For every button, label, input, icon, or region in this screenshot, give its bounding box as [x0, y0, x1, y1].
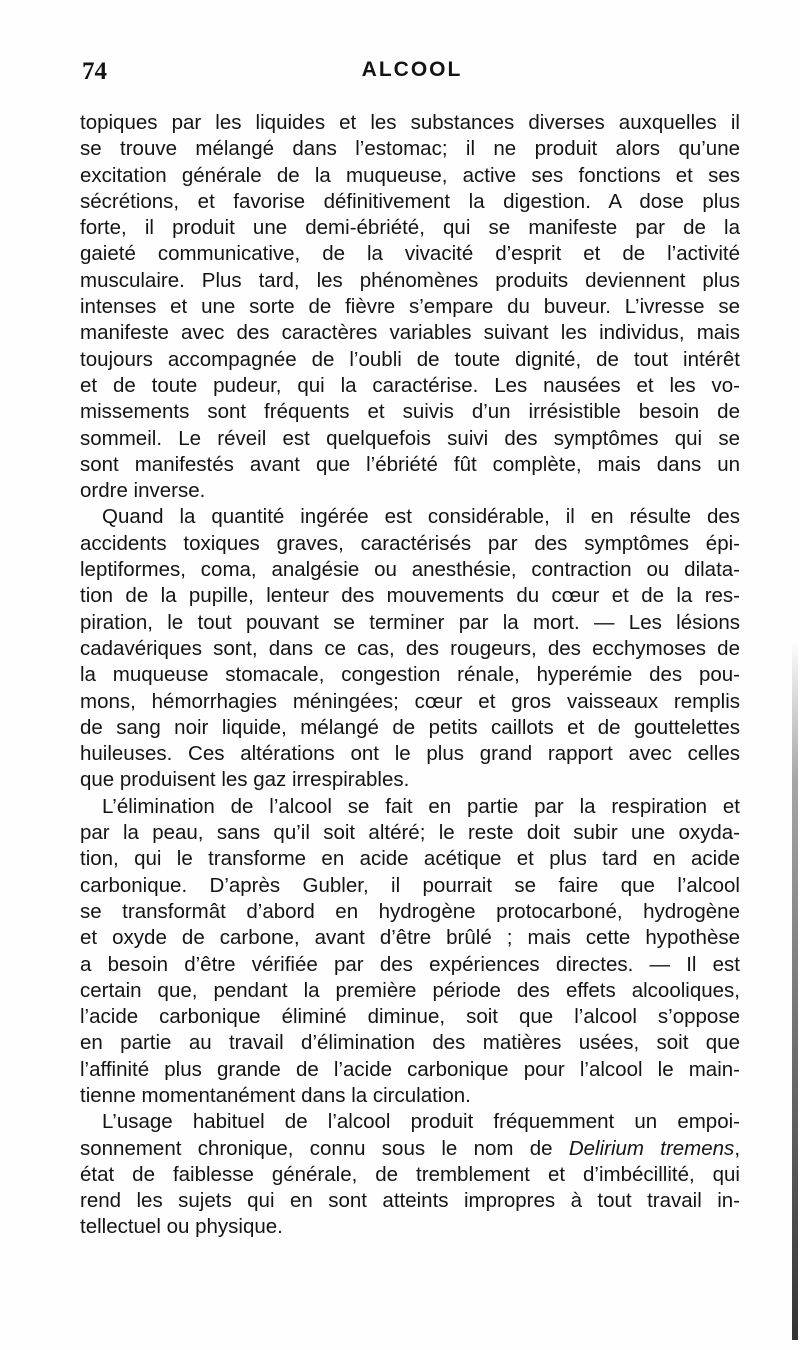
text-line: sécrétions, et favorise définitivement la digestion. A dose plus: [80, 189, 740, 213]
text-line: manifeste avec des caractères variables suivant les individus, mais: [80, 321, 740, 345]
text-line: et de toute pudeur, qui la caractérise. Les nausées et les vo-: [80, 373, 740, 397]
text-line: rend les sujets qui en sont atteints impropres à tout travail in-: [80, 1189, 740, 1213]
text-line: accidents toxiques graves, caractérisés par des symptômes épi-: [80, 531, 740, 555]
text-line: leptiformes, coma, analgésie ou anesthésie, contraction ou dilata-: [80, 558, 740, 582]
text-line: se transformât d’abord en hydrogène protocarboné, hydrogène: [80, 899, 740, 923]
text-line: sommeil. Le réveil est quelquefois suivi des symptômes qui se: [80, 426, 740, 450]
text-line: carbonique. D’après Gubler, il pourrait se faire que l’alcool: [80, 873, 740, 897]
text-line: sont manifestés avant que l’ébriété fût complète, mais dans un: [80, 452, 740, 476]
text-line: topiques par les liquides et les substances diverses auxquelles il: [80, 111, 740, 134]
text-line: l’acide carbonique éliminé diminue, soit que l’alcool s’oppose: [80, 1005, 740, 1029]
body-text: [80, 110, 740, 1241]
header-title: ALCOOL: [361, 58, 463, 81]
text-line: certain que, pendant la première période des effets alcooliques,: [80, 978, 740, 1002]
text-line: a besoin d’être vérifiée par des expériences directes. — Il est: [80, 952, 740, 976]
paragraph-start-line: Quand la quantité ingérée est considérable, il en résulte des: [102, 505, 740, 529]
text-line: ordre inverse.: [80, 479, 206, 503]
text-line: état de faiblesse générale, de tremblement et d’imbécillité, qui: [80, 1162, 740, 1186]
text-line: gaieté communicative, de la vivacité d’esprit et de l’activité: [80, 242, 740, 266]
paragraph-start-line: L’élimination de l’alcool se fait en partie par la respiration et: [102, 794, 740, 818]
text-line: sonnement chronique, connu sous le nom de Delirium tremens,: [80, 1136, 741, 1160]
text-line: de sang noir liquide, mélangé de petits caillots et de gouttelettes: [80, 715, 740, 739]
text-line: cadavériques sont, dans ce cas, des rougeurs, des ecchymoses de: [80, 636, 740, 660]
text-line: excitation générale de la muqueuse, active ses fonctions et ses: [80, 163, 740, 187]
paragraph-start-line: L’usage habituel de l’alcool produit fréquemment un empoi-: [102, 1110, 740, 1134]
text-line: par la peau, sans qu’il soit altéré; le reste doit subir une oxyda-: [80, 821, 740, 845]
text-line: musculaire. Plus tard, les phénomènes produits deviennent plus: [80, 268, 740, 292]
text-line: mons, hémorrhagies méningées; cœur et gros vaisseaux remplis: [80, 689, 740, 713]
text-line: que produisent les gaz irrespirables.: [80, 768, 410, 792]
page-edge-shadow: [792, 640, 798, 1340]
text-line: tienne momentanément dans la circulation.: [80, 1083, 471, 1107]
text-line: se trouve mélangé dans l’estomac; il ne produit alors qu’une: [80, 137, 740, 161]
text-line: la muqueuse stomacale, congestion rénale, hyperémie des pou-: [80, 663, 740, 687]
page-number: 74: [82, 58, 107, 85]
text-line: missements sont fréquents et suivis d’un irrésistible besoin de: [80, 400, 740, 424]
text-line: tion de la pupille, lenteur des mouvements du cœur et de la res-: [80, 584, 740, 608]
text-line: piration, le tout pouvant se terminer par la mort. — Les lésions: [80, 610, 740, 634]
text-line: toujours accompagnée de l’oubli de toute dignité, de tout intérêt: [80, 347, 740, 371]
text-line: tion, qui le transforme en acide acétique et plus tard en acide: [80, 847, 740, 871]
text-line: en partie au travail d’élimination des matières usées, soit que: [80, 1031, 740, 1055]
running-head: [82, 58, 742, 92]
text-line: et oxyde de carbone, avant d’être brûlé ; mais cette hypothèse: [80, 926, 740, 950]
text-line: intenses et une sorte de fièvre s’empare du buveur. L’ivresse se: [80, 295, 740, 319]
text-line: tellectuel ou physique.: [80, 1215, 283, 1239]
text-line: l’affinité plus grande de l’acide carbonique pour l’alcool le main-: [80, 1057, 740, 1081]
text-line: forte, il produit une demi-ébriété, qui se manifeste par de la: [80, 216, 740, 240]
text-line: huileuses. Ces altérations ont le plus grand rapport avec celles: [80, 742, 740, 766]
